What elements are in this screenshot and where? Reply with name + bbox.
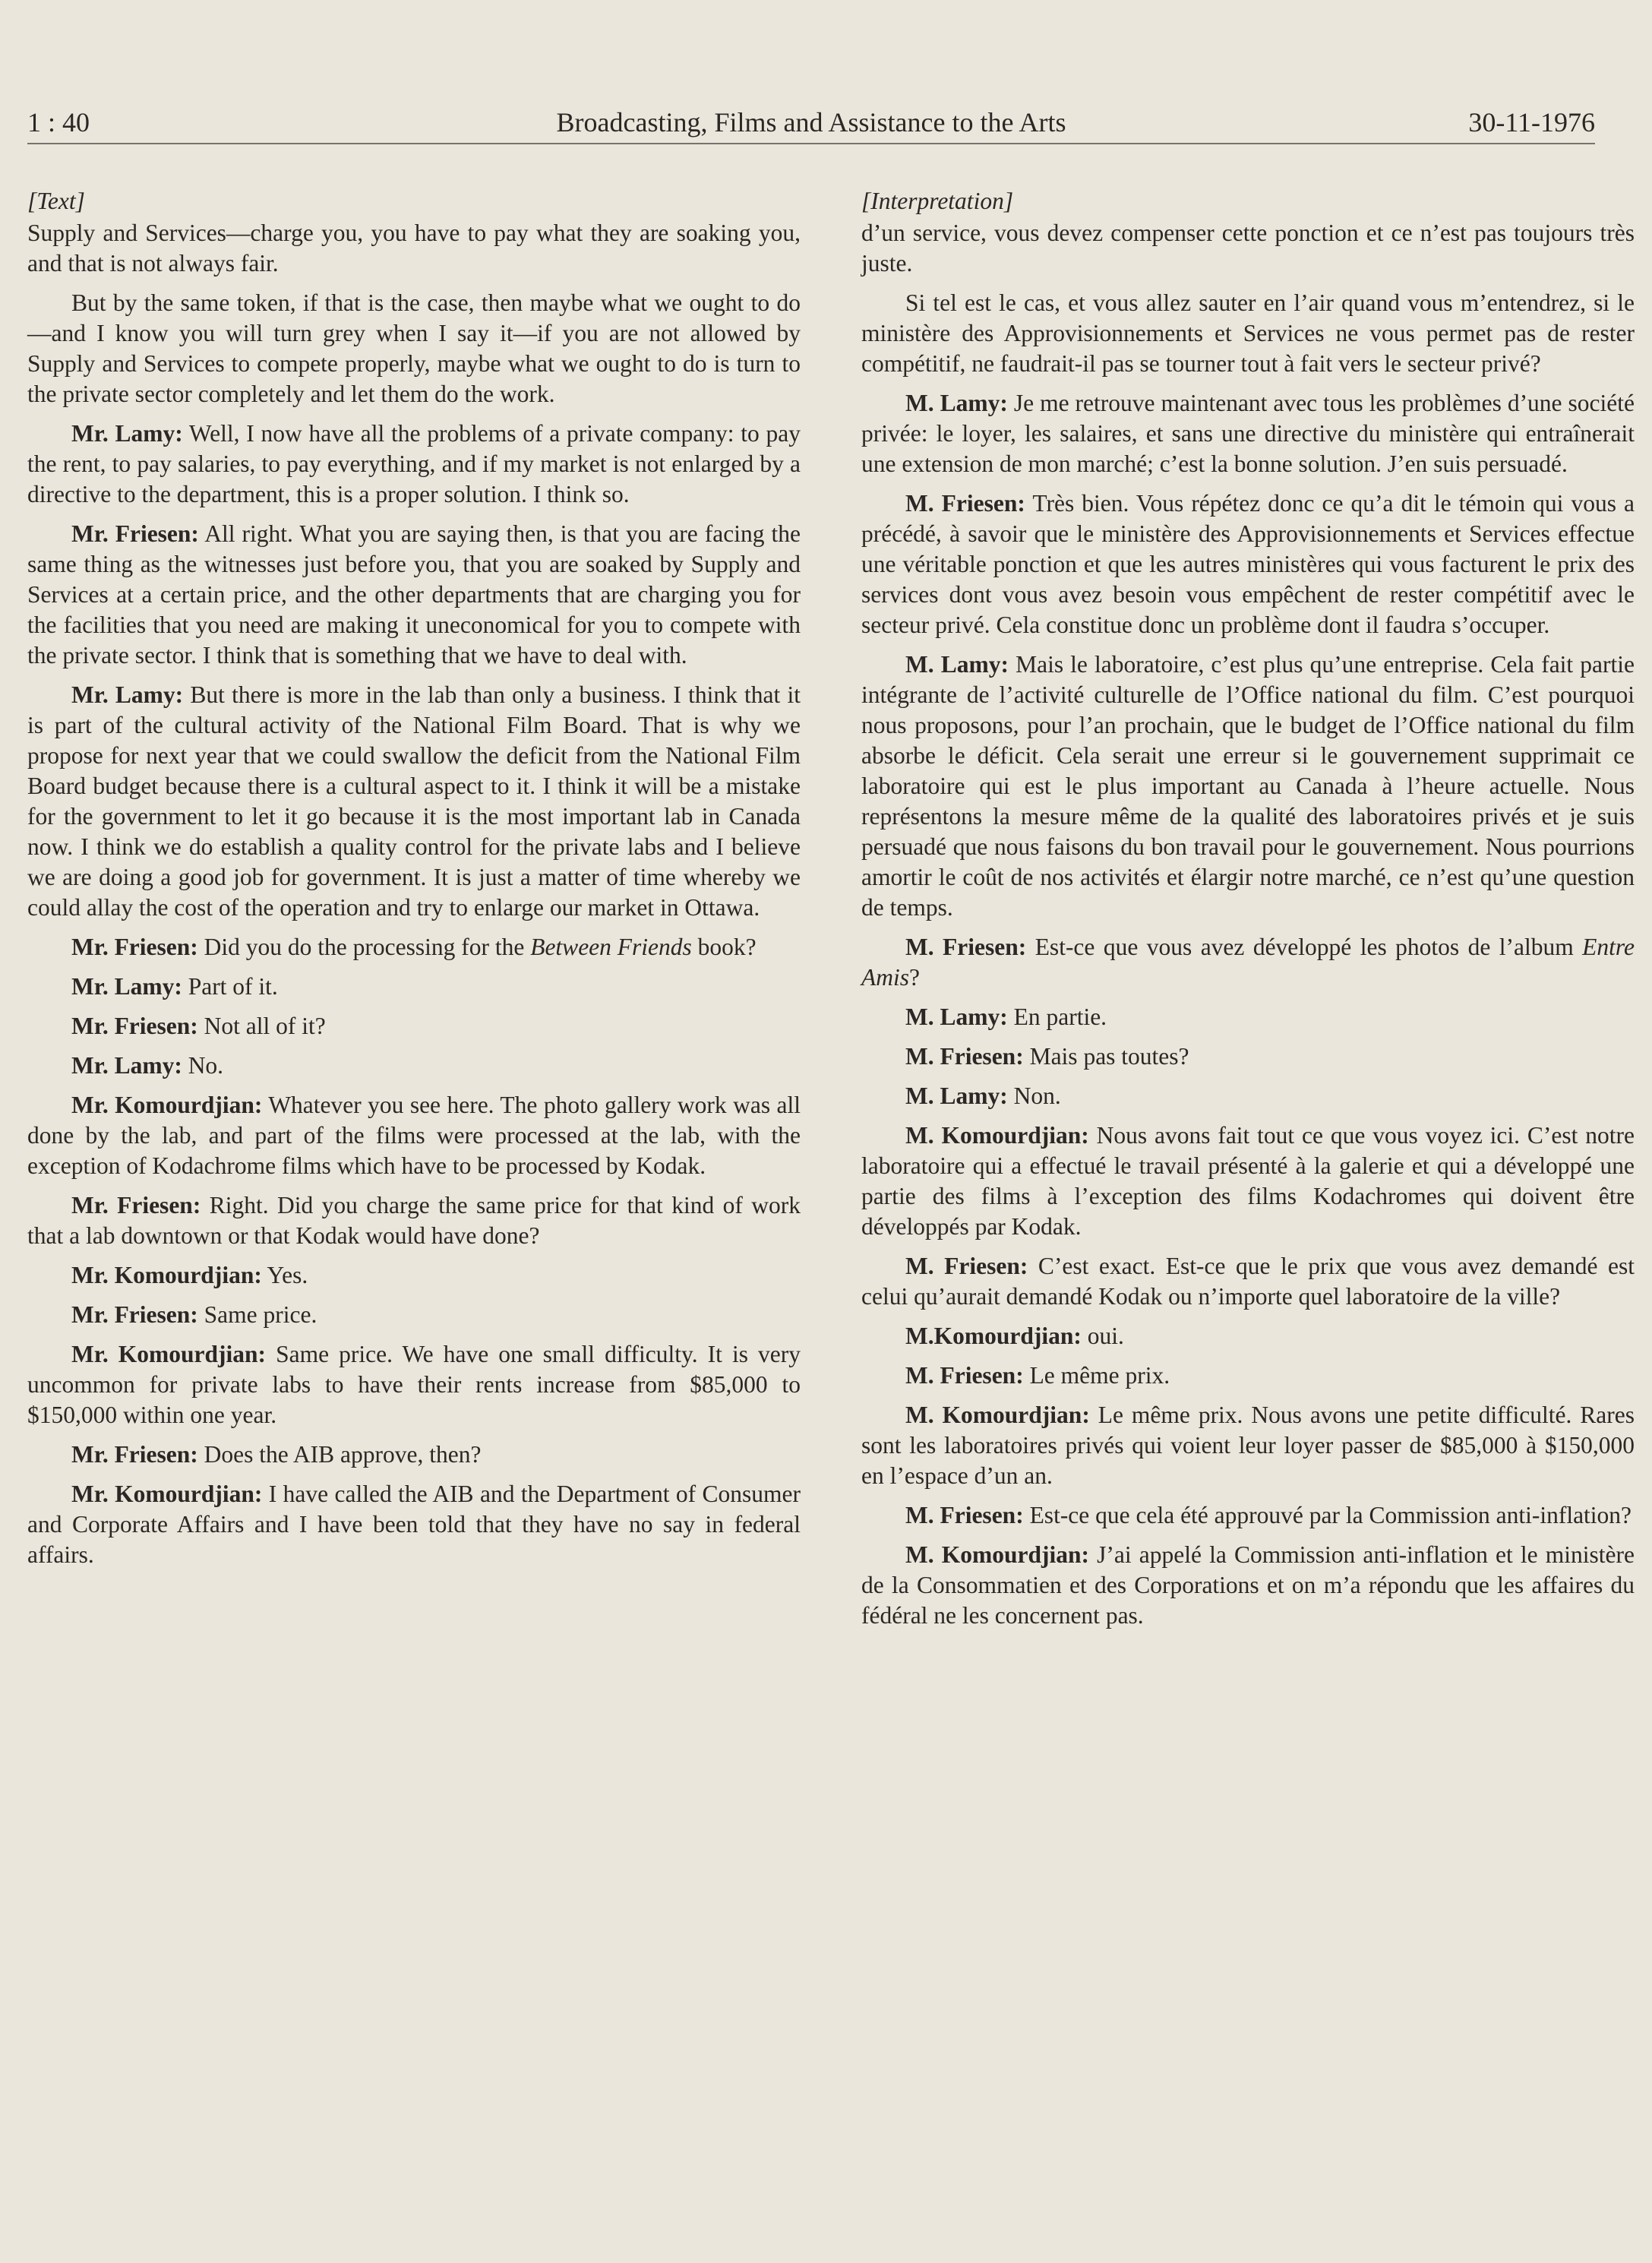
speech bbox=[861, 1041, 1635, 1072]
speech bbox=[861, 1120, 1635, 1242]
speech-text: No. bbox=[182, 1052, 224, 1079]
speech-text: Mais le laboratoire, c’est plus qu’une entreprise. Cela fait partie intégrante de l’activité culturelle de l’Office national du film. C’est pourquoi nous proposons, pour l’an prochain, que le budget de l’Office national du film absorbe le déficit. Cela serait une erreur si le gouvernement supprimait ce laboratoire qui est le plus important au Canada à l’heure actuelle. Nous représentons la mesure même de la qualité des laboratoires privés et je suis persuadé que nous faisons du bon travail pour le gouvernement. Nous pourrions amortir le coût de nos activités et élargir notre marché, ce n’est qu’une question de temps. bbox=[861, 651, 1635, 921]
speaker-name: M. Friesen: bbox=[905, 1043, 1024, 1070]
speech bbox=[861, 1500, 1635, 1531]
speech-text: Le même prix. bbox=[1023, 1362, 1170, 1389]
speaker-name: Mr. Komourdjian: bbox=[71, 1481, 263, 1507]
speaker-name: M. Komourdjian: bbox=[905, 1122, 1089, 1149]
speaker-name: Mr. Friesen: bbox=[71, 1441, 198, 1468]
speech-text: Well, I now have all the problems of a private company: to pay the rent, to pay salaries, to pay everything, and if my market is not enlarged by a directive to the department, this is a proper solution. I think so. bbox=[27, 420, 801, 507]
speech-text: Part of it. bbox=[182, 973, 278, 1000]
speech-text: Mais pas toutes? bbox=[1023, 1043, 1189, 1070]
speech bbox=[27, 419, 801, 510]
speaker-name: M. Komourdjian: bbox=[905, 1402, 1090, 1428]
speech bbox=[861, 1002, 1635, 1032]
speaker-name: M. Friesen: bbox=[905, 934, 1027, 960]
speech bbox=[27, 932, 801, 962]
speaker-name: M. Friesen: bbox=[905, 1502, 1024, 1528]
speech-text: All right. What you are saying then, is that you are facing the same thing as the witnesses just before you, that you are soaked by Supply and Services at a certain price, and the other departments that are charging you for the facilities that you need are making it uneconomical for you to compete with the private sector. I think that is something that we have to deal with. bbox=[27, 520, 801, 668]
speech-text: I have called the AIB and the Department of Consumer and Corporate Affairs and I have been told that they have no say in federal affairs. bbox=[27, 1481, 801, 1568]
speech-text: Whatever you see here. The photo gallery work was all done by the lab, and part of the films were processed at the lab, with the exception of Kodachrome films which have to be processed by Kodak. bbox=[27, 1092, 801, 1179]
speech-text: book? bbox=[691, 934, 757, 960]
speech-text: Does the AIB approve, then? bbox=[197, 1441, 482, 1468]
speech bbox=[27, 1011, 801, 1041]
speech-text: Same price. bbox=[197, 1301, 317, 1328]
english-column bbox=[27, 186, 801, 1579]
speaker-name: M. Friesen: bbox=[905, 1253, 1028, 1279]
speech-text: J’ai appelé la Commission anti-inflation et le ministère de la Consommatien et des Corporations et on m’a répondu que les affaires du fédéral ne les concernent pas. bbox=[861, 1541, 1635, 1629]
speech bbox=[861, 1081, 1635, 1111]
book-title: Between Friends bbox=[530, 934, 692, 960]
speech-text: Est-ce que vous avez développé les photos de l’album bbox=[1026, 934, 1583, 960]
speech bbox=[861, 488, 1635, 640]
speaker-name: M.Komourdjian: bbox=[905, 1323, 1082, 1349]
page-date: 30-11-1976 bbox=[1468, 107, 1595, 137]
speaker-name: Mr. Friesen: bbox=[71, 1301, 198, 1328]
speech bbox=[861, 932, 1635, 993]
speech bbox=[861, 1251, 1635, 1312]
speech-text: Est-ce que cela été approuvé par la Commission anti-inflation? bbox=[1023, 1502, 1632, 1528]
speech-text: ? bbox=[909, 964, 920, 991]
speech bbox=[27, 1440, 801, 1470]
speaker-name: Mr. Friesen: bbox=[71, 1192, 201, 1218]
paragraph: But by the same token, if that is the case, then maybe what we ought to do—and I know you will turn grey when I say it—if you are not allowed by Supply and Services to compete properly, maybe what we ought to do is turn to the private sector completely and let them do the work. bbox=[27, 289, 801, 407]
speaker-name: M. Lamy: bbox=[905, 1003, 1008, 1030]
section-label: [Interpretation] bbox=[861, 188, 1014, 214]
speech bbox=[861, 1540, 1635, 1631]
speaker-name: Mr. Lamy: bbox=[71, 681, 184, 708]
speech-text: Nous avons fait tout ce que vous voyez ici. C’est notre laboratoire qui a effectué le travail présenté à la galerie et qui a développé une partie des films à l’exception des films Kodachromes qui doivent être développés par Kodak. bbox=[861, 1122, 1635, 1240]
speech bbox=[27, 1339, 801, 1430]
book-title: Entre Amis bbox=[861, 934, 1635, 991]
speech bbox=[861, 650, 1635, 923]
speaker-name: M. Friesen: bbox=[905, 490, 1025, 517]
speech bbox=[27, 1300, 801, 1330]
speech-text: C’est exact. Est-ce que le prix que vous avez demandé est celui qu’aurait demandé Kodak ou n’importe quel laboratoire de la ville? bbox=[861, 1253, 1635, 1310]
speaker-name: Mr. Lamy: bbox=[71, 973, 182, 1000]
speaker-name: Mr. Lamy: bbox=[71, 420, 183, 447]
speech-text: oui. bbox=[1081, 1323, 1124, 1349]
speech-text: En partie. bbox=[1007, 1003, 1107, 1030]
speaker-name: M. Lamy: bbox=[905, 651, 1009, 678]
speech-text: Yes. bbox=[261, 1262, 308, 1288]
running-title: Broadcasting, Films and Assistance to the Arts bbox=[556, 107, 1066, 137]
speech bbox=[27, 1260, 801, 1291]
speech-text: Right. Did you charge the same price for that kind of work that a lab downtown or that Kodak would have done? bbox=[27, 1192, 801, 1249]
speech-text: Le même prix. Nous avons une petite difficulté. Rares sont les laboratoires privés qui voient leur loyer passer de $85,000 à $150,000 en l’espace d’un an. bbox=[861, 1402, 1635, 1489]
speaker-name: M. Lamy: bbox=[905, 390, 1008, 416]
speech bbox=[861, 1400, 1635, 1491]
paragraph: d’un service, vous devez compenser cette ponction et ce n’est pas toujours très juste. bbox=[861, 220, 1635, 277]
speaker-name: Mr. Komourdjian: bbox=[71, 1341, 267, 1367]
speech-text: Non. bbox=[1007, 1083, 1061, 1109]
speech bbox=[27, 972, 801, 1002]
speech-text: Je me retrouve maintenant avec tous les problèmes d’une société privée: le loyer, les salaires, et sans une directive du ministère qui entraînerait une extension de mon marché; c’est la bonne solution. J’en suis persuadé. bbox=[861, 390, 1635, 477]
speech bbox=[27, 1090, 801, 1181]
page-number: 1 : 40 bbox=[27, 107, 90, 137]
speech bbox=[861, 388, 1635, 479]
speech-text: Not all of it? bbox=[197, 1013, 326, 1039]
speaker-name: Mr. Friesen: bbox=[71, 520, 199, 547]
speech-text: Très bien. Vous répétez donc ce qu’a dit le témoin qui vous a précédé, à savoir que le ministère des Approvisionnements et Services effectue une véritable ponction et que les autres ministères qui vous facturent le prix des services dont vous avez besoin vous empêchent de rester compétitif avec le secteur privé. Cela constitue donc un problème dont il faudra s’occuper. bbox=[861, 490, 1635, 638]
speech bbox=[27, 1479, 801, 1570]
speech bbox=[27, 1051, 801, 1081]
speech-text: Same price. We have one small difficulty. It is very uncommon for private labs to have their rents increase from $85,000 to $150,000 within one year. bbox=[27, 1341, 801, 1428]
speech bbox=[861, 1361, 1635, 1391]
speaker-name: Mr. Friesen: bbox=[71, 1013, 198, 1039]
speaker-name: M. Lamy: bbox=[905, 1083, 1008, 1109]
speaker-name: Mr. Komourdjian: bbox=[71, 1092, 263, 1118]
speech-text: Did you do the processing for the bbox=[197, 934, 531, 960]
speech bbox=[861, 1321, 1635, 1351]
paragraph: Supply and Services—charge you, you have to pay what they are soaking you, and that is not always fair. bbox=[27, 220, 801, 277]
section-label: [Text] bbox=[27, 188, 85, 214]
speaker-name: Mr. Lamy: bbox=[71, 1052, 182, 1079]
speech bbox=[27, 680, 801, 923]
page-header bbox=[27, 97, 1595, 144]
speech bbox=[27, 1190, 801, 1251]
speech bbox=[27, 519, 801, 671]
speaker-name: M. Komourdjian: bbox=[905, 1541, 1090, 1568]
french-column bbox=[861, 186, 1635, 1640]
paragraph: Si tel est le cas, et vous allez sauter en l’air quand vous m’entendrez, si le ministère des Approvisionnements et Services ne vous permet pas de rester compétitif, ne faudrait-il pas se tourner tout à fait vers le secteur privé? bbox=[861, 289, 1635, 377]
speech-text: But there is more in the lab than only a business. I think that it is part of the cultural activity of the National Film Board. That is why we propose for next year that we could swallow the deficit from the National Film Board budget because there is a cultural aspect to it. I think it will be a mistake for the government to let it go because it is the most important lab in Canada now. I think we do establish a quality control for the private labs and I believe we are doing a good job for government. It is just a matter of time whereby we could allay the cost of the operation and try to enlarge our market in Ottawa. bbox=[27, 681, 801, 921]
speaker-name: M. Friesen: bbox=[905, 1362, 1024, 1389]
speaker-name: Mr. Komourdjian: bbox=[71, 1262, 262, 1288]
speaker-name: Mr. Friesen: bbox=[71, 934, 198, 960]
